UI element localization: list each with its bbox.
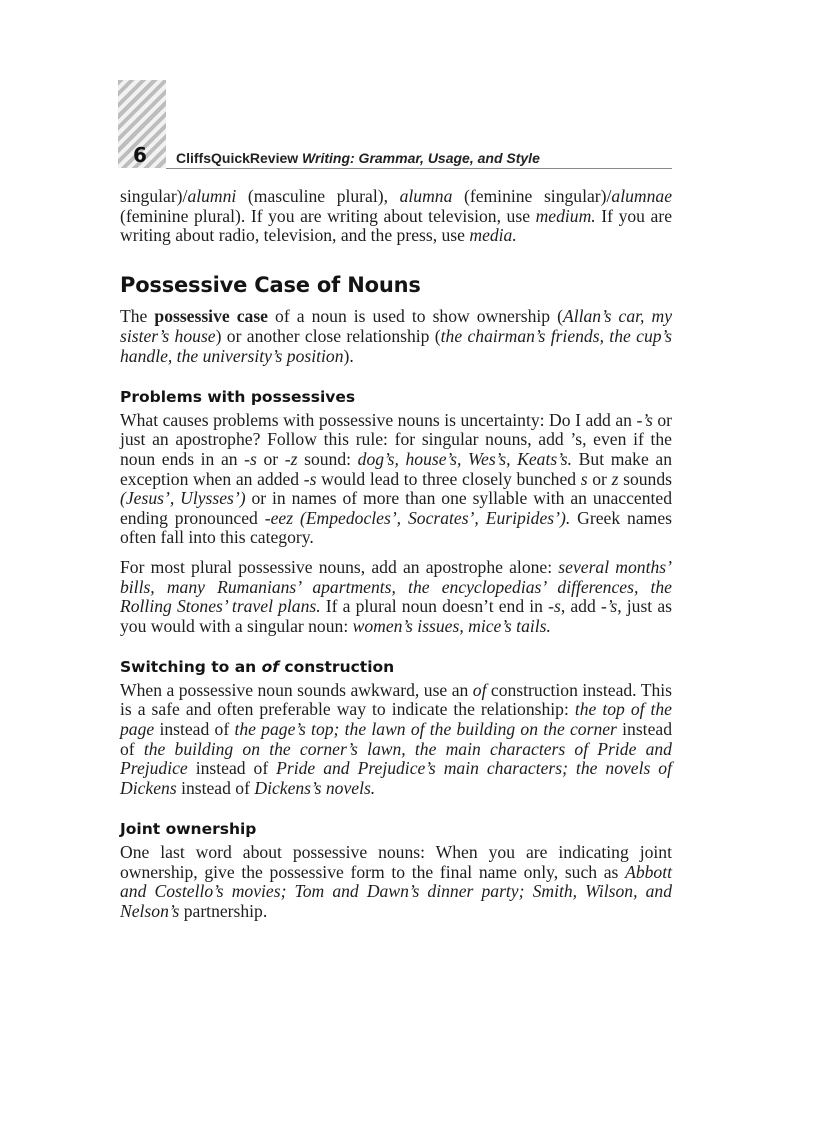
header-rule <box>166 168 672 169</box>
chapter-intro-paragraph: The possessive case of a noun is used to show ownership (Allan’s car, my sister’s house) or another close relationship (the chairman’s friends, the cup’s handle, the university’s position). <box>120 306 672 366</box>
section-heading-problems: Problems with possessives <box>120 388 356 407</box>
series-name: CliffsQuickReview <box>176 150 299 166</box>
page-number: 6 <box>133 143 147 167</box>
intro-paragraph: singular)/alumni (masculine plural), alumna (feminine singular)/alumnae (feminine plural). If you are writing about television, use medium. If you are writing about radio, television, and the press, use media. <box>120 186 673 246</box>
problems-paragraph-1: What causes problems with possessive nouns is uncertainty: Do I add an -’s or just an apostrophe? Follow this rule: for singular nouns, add ’s, even if the noun ends in an -s or -z sound: dog’s, house’s, Wes’s, Keats’s. But make an exception when an added -s would lead to three closely bunched s or z sounds (Jesus’, Ulysses’) or in names of more than one syllable with an unaccented ending pronounced -eez (Empedocles’, Socrates’, Euripides’). Greek names often fall into this category. <box>120 409 673 548</box>
page-content <box>120 187 672 921</box>
problems-paragraph-2: For most plural possessive nouns, add an apostrophe alone: several months’ bills, many Rumanians’ apartments, the encyclopedias’ differences, the Rolling Stones’ travel plans. If a plural noun doesn’t end in -s, add -’s, just as you would with a singular noun: women’s issues, mice’s tails. <box>120 556 672 636</box>
section-heading-joint-ownership: Joint ownership <box>120 820 257 839</box>
section-heading-of-construction: Switching to an of construction <box>120 658 395 677</box>
of-construction-paragraph: When a possessive noun sounds awkward, use an of construction instead. This is a safe and often preferable way to indicate the relationship: the top of the page instead of the page’s top; the lawn of the building on the corner instead of the building on the corner’s lawn, the main characters of Pride and Prejudice instead of Pride and Prejudice’s main characters; the novels of Dickens instead of Dickens’s novels. <box>120 679 672 798</box>
book-title: Writing: Grammar, Usage, and Style <box>302 150 540 166</box>
chapter-heading: Possessive Case of Nouns <box>120 272 421 297</box>
running-head <box>176 150 540 166</box>
joint-ownership-paragraph: One last word about possessive nouns: When you are indicating joint ownership, give the possessive form to the final name only, such as Abbott and Costello’s movies; Tom and Dawn’s dinner party; Smith, Wilson, and Nelson’s partnership. <box>120 842 672 921</box>
